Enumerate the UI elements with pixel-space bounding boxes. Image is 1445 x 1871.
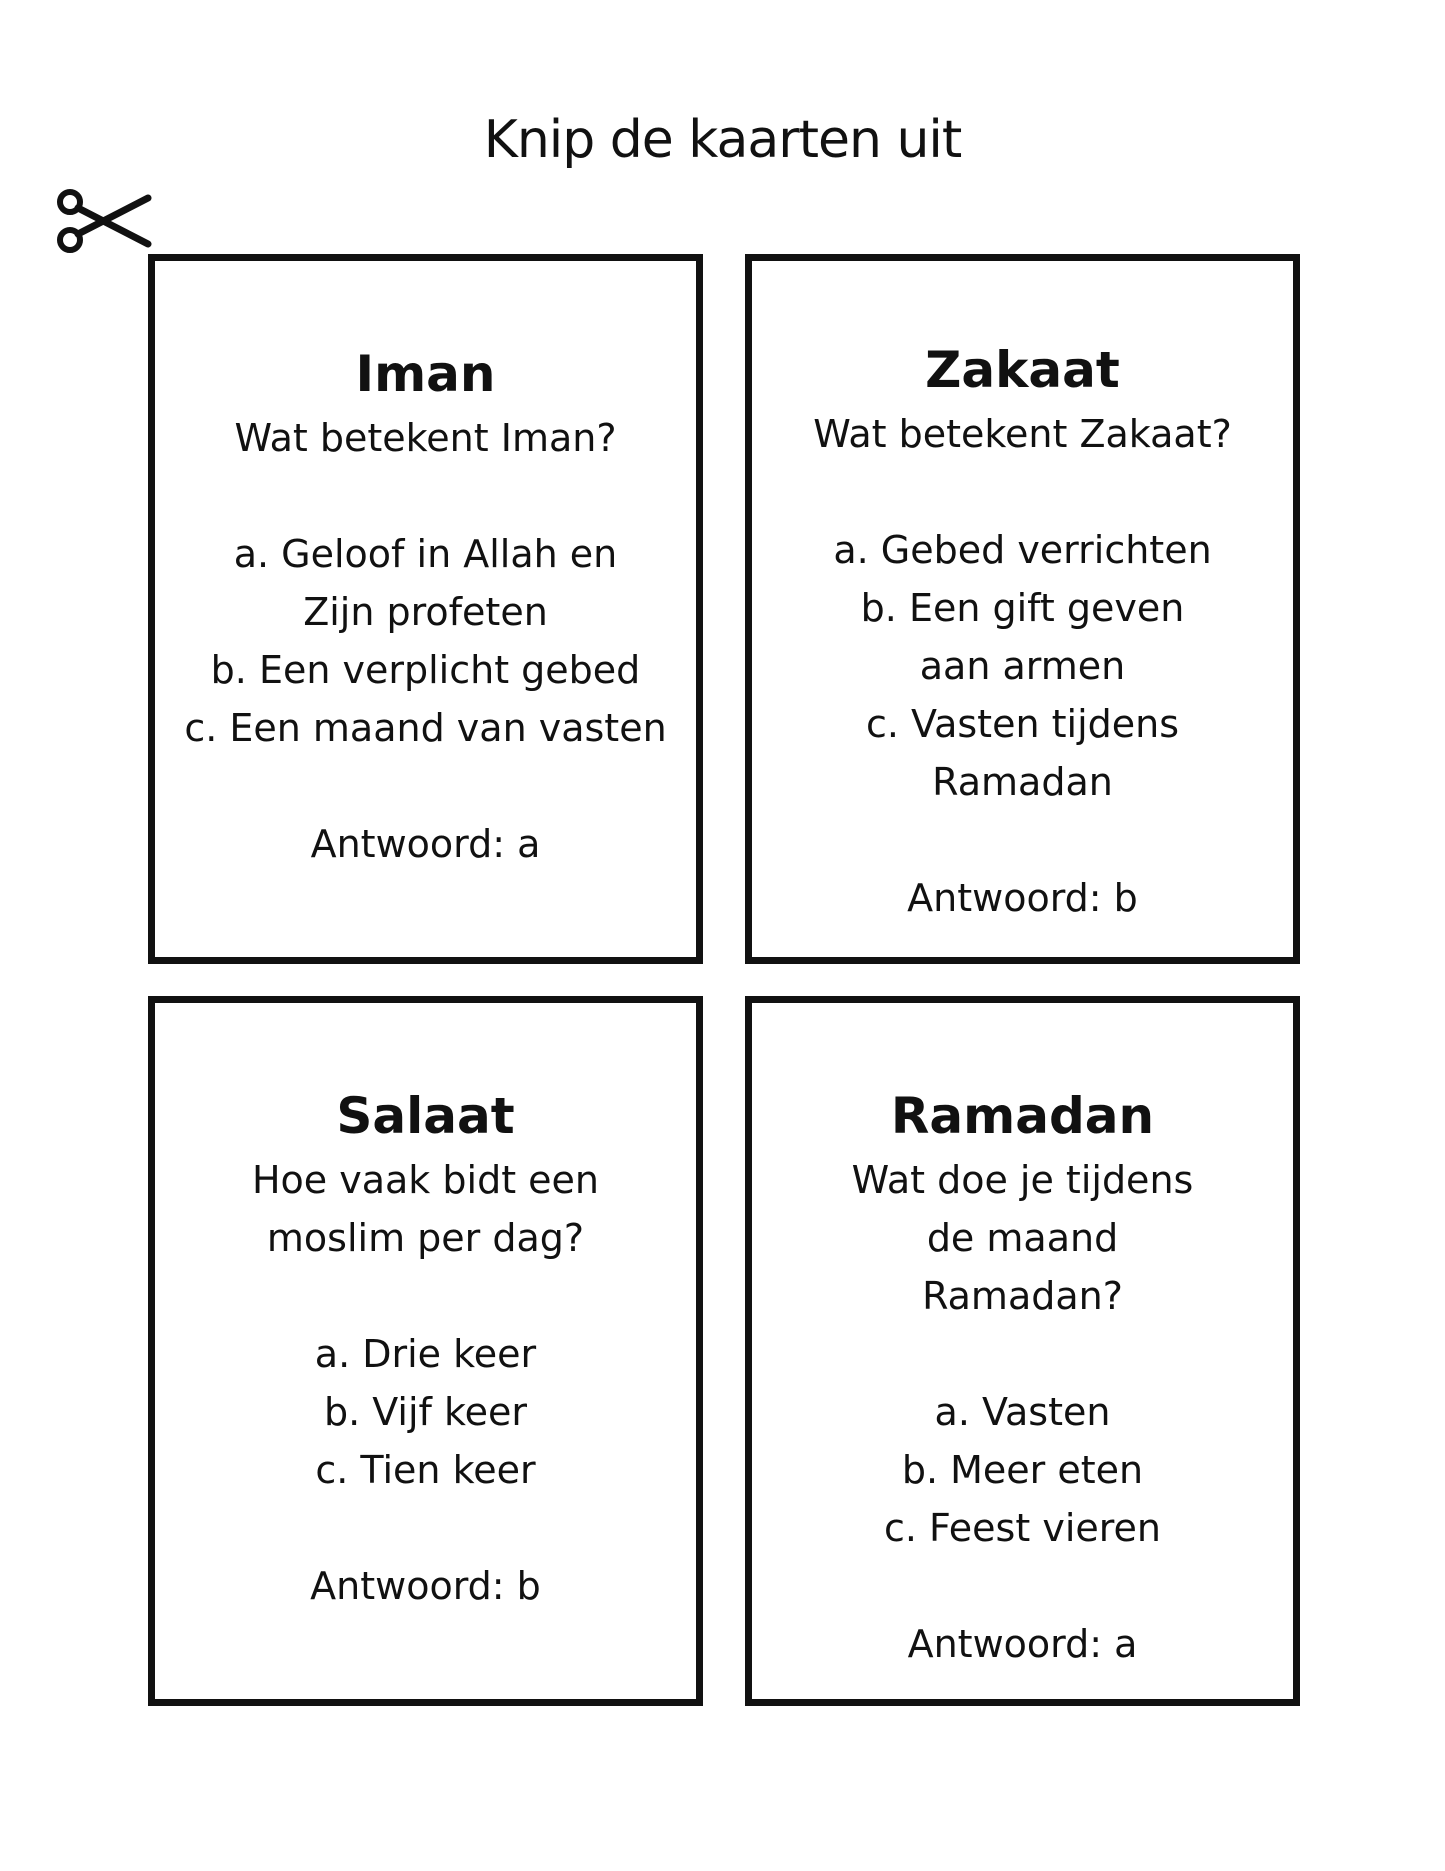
card-salaat — [148, 996, 703, 1706]
card-question: Wat doe je tijdens de maand Ramadan? — [851, 1158, 1194, 1318]
card-title: Zakaat — [925, 341, 1120, 399]
option-a: a. Geloof in Allah en Zijn profeten — [233, 532, 618, 634]
option-a: a. Drie keer — [314, 1332, 537, 1376]
card-title: Iman — [355, 345, 496, 403]
option-b: b. Een gift geven aan armen — [860, 586, 1185, 688]
card-options — [772, 1383, 1273, 1557]
card-question: Wat betekent Zakaat? — [813, 412, 1232, 456]
option-c: c. Vasten tijdens Ramadan — [865, 702, 1180, 804]
page-title: Knip de kaarten uit — [483, 110, 962, 170]
card-question: Wat betekent Iman? — [234, 416, 617, 460]
option-a: a. Gebed verrichten — [833, 528, 1212, 572]
card-options — [772, 521, 1273, 811]
option-b: b. Een verplicht gebed — [210, 648, 641, 692]
card-answer: Antwoord: b — [907, 876, 1138, 920]
card-title: Salaat — [336, 1087, 515, 1145]
option-c: c. Feest vieren — [883, 1506, 1162, 1550]
card-iman — [148, 254, 703, 964]
scissors-icon — [56, 186, 152, 256]
card-answer: Antwoord: a — [907, 1622, 1138, 1666]
option-b: b. Vijf keer — [323, 1390, 528, 1434]
card-answer: Antwoord: b — [310, 1564, 541, 1608]
option-b: b. Meer eten — [901, 1448, 1144, 1492]
card-options — [175, 525, 676, 757]
card-question: Hoe vaak bidt een moslim per dag? — [251, 1158, 600, 1260]
option-a: a. Vasten — [934, 1390, 1111, 1434]
card-answer: Antwoord: a — [310, 822, 541, 866]
option-c: c. Tien keer — [315, 1448, 536, 1492]
card-ramadan — [745, 996, 1300, 1706]
card-zakaat — [745, 254, 1300, 964]
card-options — [175, 1325, 676, 1499]
option-c: c. Een maand van vasten — [184, 706, 667, 750]
card-title: Ramadan — [890, 1087, 1155, 1145]
